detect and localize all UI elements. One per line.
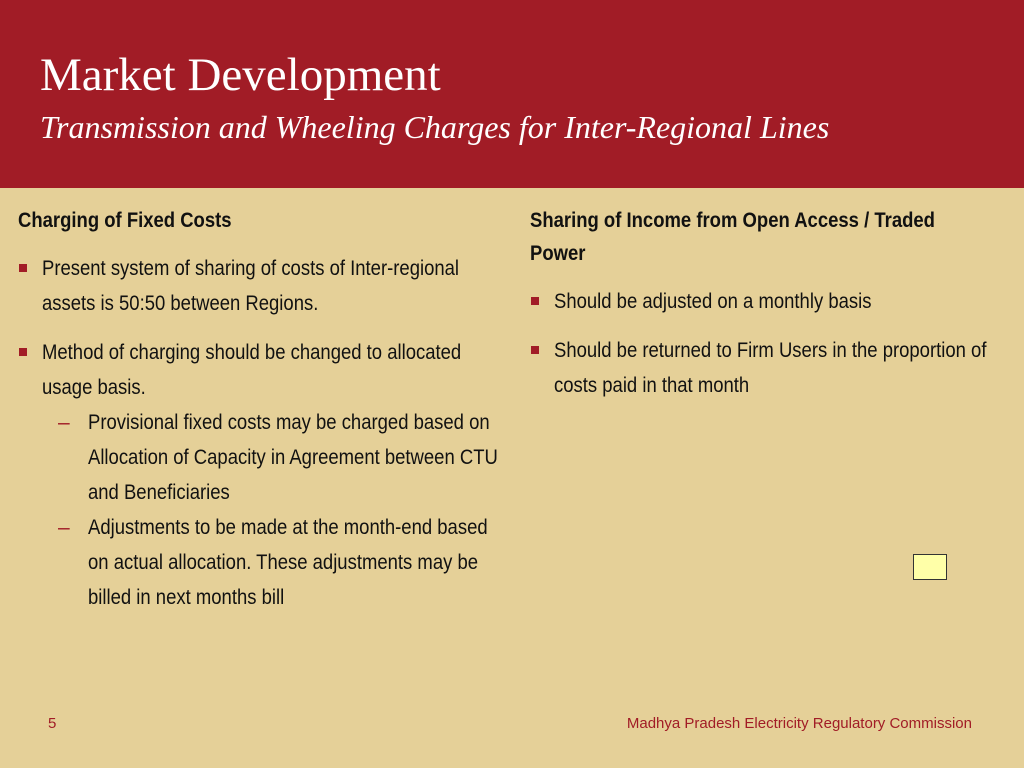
sub-bullet-text: Adjustments to be made at the month-end based on actual allocation. These adjustments may be billed in next months bill [88,516,488,609]
sub-bullet-item [18,510,508,615]
bullet-item [18,251,508,321]
slide-title: Market Development [40,49,441,101]
bullet-text: Present system of sharing of costs of Inter-regional assets is 50:50 between Regions. [42,257,460,315]
title-banner [0,0,1024,188]
bullet-item [530,284,990,319]
square-bullet-icon [531,346,539,354]
bullet-text: Method of charging should be changed to allocated usage basis. [42,341,462,399]
footer-organization: Madhya Pradesh Electricity Regulatory Commission [626,715,972,732]
right-column-heading: Sharing of Income from Open Access / Traded Power [530,209,935,265]
bullet-item [18,335,508,615]
sub-bullet-list [42,405,508,615]
right-column [530,204,990,417]
bullet-text: Should be adjusted on a monthly basis [554,290,872,313]
sub-bullet-text: Provisional fixed costs may be charged based on Allocation of Capacity in Agreement between CTU and Beneficiaries [88,411,498,504]
square-bullet-icon [531,297,539,305]
dash-bullet-icon: – [58,516,70,539]
left-column [18,204,508,629]
left-bullet-list [18,251,508,615]
square-bullet-icon [19,264,27,272]
bullet-item [530,333,990,403]
left-column-heading: Charging of Fixed Costs [18,209,232,232]
bullet-text: Should be returned to Firm Users in the proportion of costs paid in that month [554,339,987,397]
dash-bullet-icon: – [58,411,70,434]
square-bullet-icon [19,348,27,356]
action-box-placeholder [913,554,947,580]
slide-subtitle: Transmission and Wheeling Charges for Inter-Regional Lines [40,109,830,145]
sub-bullet-item [18,405,508,510]
right-bullet-list [530,284,990,403]
page-number: 5 [48,715,57,732]
